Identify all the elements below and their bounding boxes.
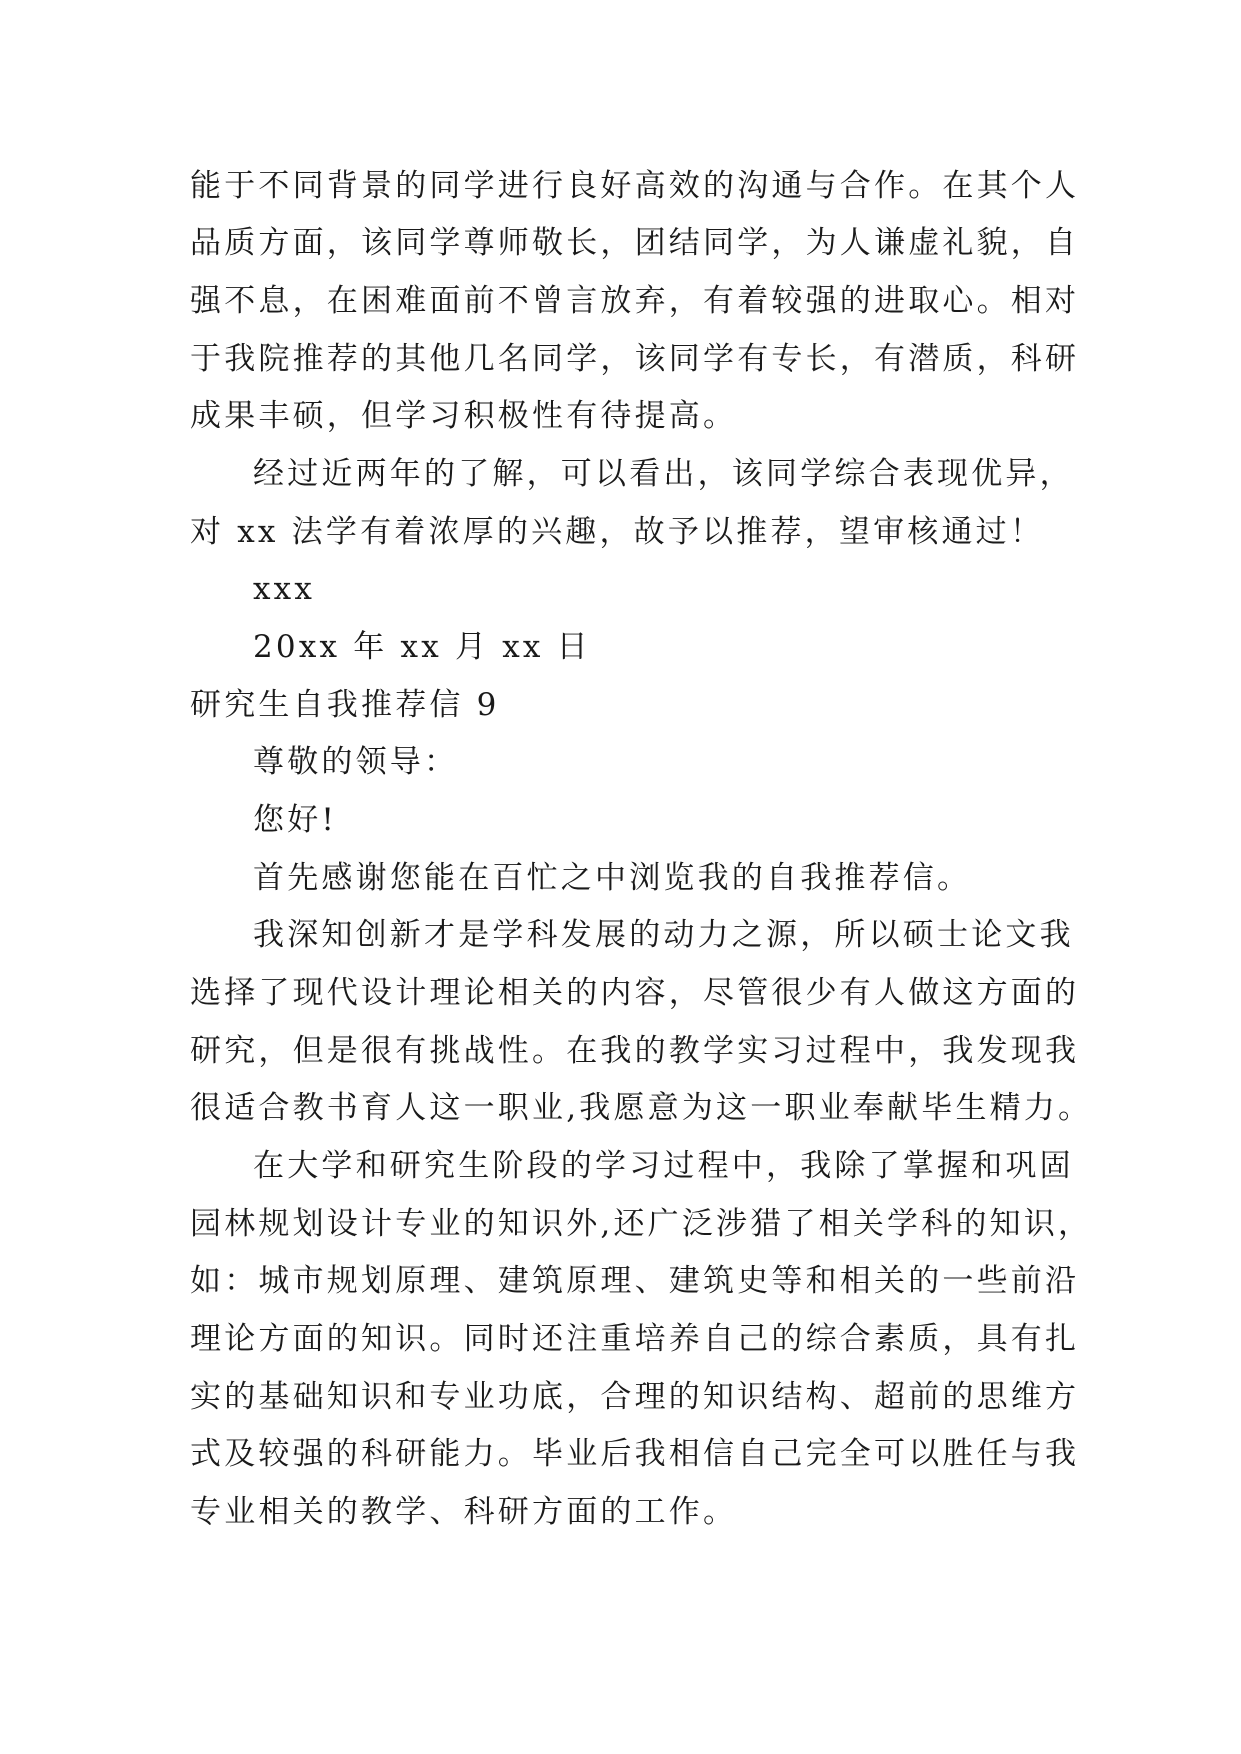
text-line: 我深知创新才是学科发展的动力之源，所以硕士论文我 xyxy=(253,917,1074,953)
text-line: 首先感谢您能在百忙之中浏览我的自我推荐信。 xyxy=(253,860,972,896)
greeting: 您好! xyxy=(253,802,338,838)
signature-name: xxx xyxy=(253,571,316,607)
text-line: 很适合教书育人这一职业,我愿意为这一职业奉献毕生精力。 xyxy=(190,1090,1093,1126)
text-line: 选择了现代设计理论相关的内容，尽管很少有人做这方面的 xyxy=(190,975,1080,1011)
text-line: 对 xx 法学有着浓厚的兴趣，故予以推荐，望审核通过！ xyxy=(190,514,1045,550)
text-line: 品质方面，该同学尊师敬长，团结同学，为人谦虚礼貌，自 xyxy=(190,225,1080,261)
text-line: 园林规划设计专业的知识外,还广泛涉猎了相关学科的知识， xyxy=(190,1206,1093,1242)
text-line: 专业相关的教学、科研方面的工作。 xyxy=(190,1494,738,1530)
text-line: 于我院推荐的其他几名同学，该同学有专长，有潜质，科研 xyxy=(190,341,1080,377)
signature-date: 20xx 年 xx 月 xx 日 xyxy=(253,629,591,665)
salutation: 尊敬的领导： xyxy=(253,744,459,780)
text-line: 如：城市规划原理、建筑原理、建筑史等和相关的一些前沿 xyxy=(190,1263,1080,1299)
text-line: 式及较强的科研能力。毕业后我相信自己完全可以胜任与我 xyxy=(190,1436,1080,1472)
text-line: 经过近两年的了解，可以看出，该同学综合表现优异， xyxy=(253,456,1074,492)
text-line: 成果丰硕，但学习积极性有待提高。 xyxy=(190,398,738,434)
text-line: 强不息，在困难面前不曾言放弃，有着较强的进取心。相对 xyxy=(190,283,1080,319)
section-title: 研究生自我推荐信 9 xyxy=(190,687,500,723)
text-line: 实的基础知识和专业功底，合理的知识结构、超前的思维方 xyxy=(190,1379,1080,1415)
text-line: 理论方面的知识。同时还注重培养自己的综合素质，具有扎 xyxy=(190,1321,1080,1357)
text-line: 研究，但是很有挑战性。在我的教学实习过程中，我发现我 xyxy=(190,1033,1080,1069)
text-line: 能于不同背景的同学进行良好高效的沟通与合作。在其个人 xyxy=(190,168,1080,204)
text-line: 在大学和研究生阶段的学习过程中，我除了掌握和巩固 xyxy=(253,1148,1074,1184)
